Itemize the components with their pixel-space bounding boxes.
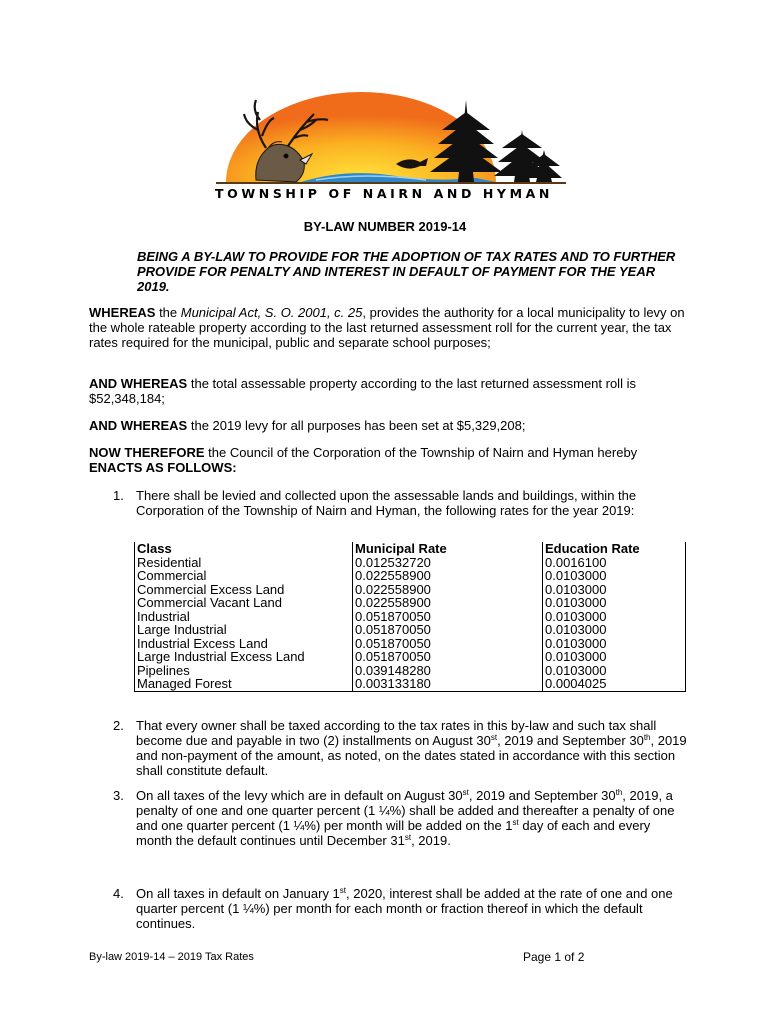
- now-therefore-paragraph: NOW THEREFORE the Council of the Corporation of the Township of Nairn and Hyman hereby ENACTS AS FOLLOWS:: [89, 445, 638, 475]
- table-cell: 0.022558900: [353, 583, 543, 597]
- whereas-paragraph-3: AND WHEREAS the 2019 levy for all purposes has been set at $5,329,208;: [89, 418, 526, 433]
- table-row: [135, 664, 686, 678]
- table-row: [135, 610, 686, 624]
- table-cell: 0.0103000: [543, 596, 686, 610]
- table-row: [135, 650, 686, 664]
- list-item-4: 4. On all taxes in default on January 1st, 2020, interest shall be added at the rate of one and one quarter percent (1 ¼%) per month for each month or fraction thereof in which the default continues.: [113, 886, 673, 931]
- list-item-3: 3. On all taxes of the levy which are in default on August 30st, 2019 and September 30th, 2019, a penalty of one and one quarter percent (1 ¼%) shall be added and thereafter a penalty of one and one quarter percent (1 ¼%) per month will be added on the 1st day of each and every month the default continues until December 31st, 2019.: [113, 788, 675, 848]
- table-cell: Managed Forest: [135, 677, 353, 691]
- header-education-rate: Education Rate: [543, 542, 686, 556]
- table-row: [135, 637, 686, 651]
- table-cell: Pipelines: [135, 664, 353, 678]
- pine-trees-icon: [430, 100, 562, 182]
- bylaw-intro: BEING A BY-LAW TO PROVIDE FOR THE ADOPTION OF TAX RATES AND TO FURTHER PROVIDE FOR PENALTY AND INTEREST IN DEFAULT OF PAYMENT FOR THE YEAR 2019.: [137, 249, 676, 294]
- table-cell: 0.0004025: [543, 677, 686, 691]
- table-cell: 0.012532720: [353, 556, 543, 570]
- table-cell: 0.003133180: [353, 677, 543, 691]
- footer-document-label: By-law 2019-14 – 2019 Tax Rates: [89, 951, 254, 963]
- table-cell: 0.051870050: [353, 637, 543, 651]
- bylaw-title: BY-LAW NUMBER 2019-14: [303, 219, 467, 234]
- list-item-2: 2. That every owner shall be taxed according to the tax rates in this by-law and such tax shall become due and payable in two (2) installments on August 30st, 2019 and September 30th, 2019 and non-payment of the amount, as noted, on the dates stated in accordance with this section shall constitute default.: [113, 718, 687, 778]
- table-cell: 0.0016100: [543, 556, 686, 570]
- table-cell: Commercial: [135, 569, 353, 583]
- table-cell: 0.0103000: [543, 664, 686, 678]
- footer-page-number: Page 1 of 2: [523, 950, 585, 964]
- table-cell: 0.039148280: [353, 664, 543, 678]
- table-cell: Industrial: [135, 610, 353, 624]
- table-header-row: [135, 542, 686, 556]
- table-row: [135, 583, 686, 597]
- whereas-paragraph-2: AND WHEREAS the total assessable property according to the last returned assessment roll is $52,348,184;: [89, 376, 636, 406]
- table-cell: Commercial Excess Land: [135, 583, 353, 597]
- table-row: [135, 556, 686, 570]
- whereas-paragraph-1: WHEREAS the Municipal Act, S. O. 2001, c. 25, provides the authority for a local municipality to levy on the whole rateable property according to the last returned assessment roll for the current year, the tax rates required for the municipal, public and separate school purposes;: [89, 305, 685, 350]
- list-item-1: 1. There shall be levied and collected upon the assessable lands and buildings, within the Corporation of the Township of Nairn and Hyman, the following rates for the year 2019:: [113, 488, 637, 518]
- table-cell: 0.0103000: [543, 610, 686, 624]
- table-cell: 0.051870050: [353, 650, 543, 664]
- table-cell: 0.0103000: [543, 583, 686, 597]
- table-row: [135, 623, 686, 637]
- table-row: [135, 677, 686, 691]
- table-cell: 0.0103000: [543, 650, 686, 664]
- logo-township-name: TOWNSHIP OF NAIRN AND HYMAN: [215, 186, 553, 201]
- table-row: [135, 569, 686, 583]
- table-cell: 0.051870050: [353, 610, 543, 624]
- table-cell: Industrial Excess Land: [135, 637, 353, 651]
- table-cell: Large Industrial Excess Land: [135, 650, 353, 664]
- table-cell: Commercial Vacant Land: [135, 596, 353, 610]
- table-cell: 0.022558900: [353, 569, 543, 583]
- table-cell: Residential: [135, 556, 353, 570]
- header-class: Class: [135, 542, 353, 556]
- table-cell: 0.0103000: [543, 623, 686, 637]
- table-cell: 0.0103000: [543, 569, 686, 583]
- table-cell: 0.022558900: [353, 596, 543, 610]
- table-cell: 0.051870050: [353, 623, 543, 637]
- header-municipal-rate: Municipal Rate: [353, 542, 543, 556]
- table-cell: 0.0103000: [543, 637, 686, 651]
- table-cell: Large Industrial: [135, 623, 353, 637]
- tax-rates-table: [134, 542, 686, 692]
- table-row: [135, 596, 686, 610]
